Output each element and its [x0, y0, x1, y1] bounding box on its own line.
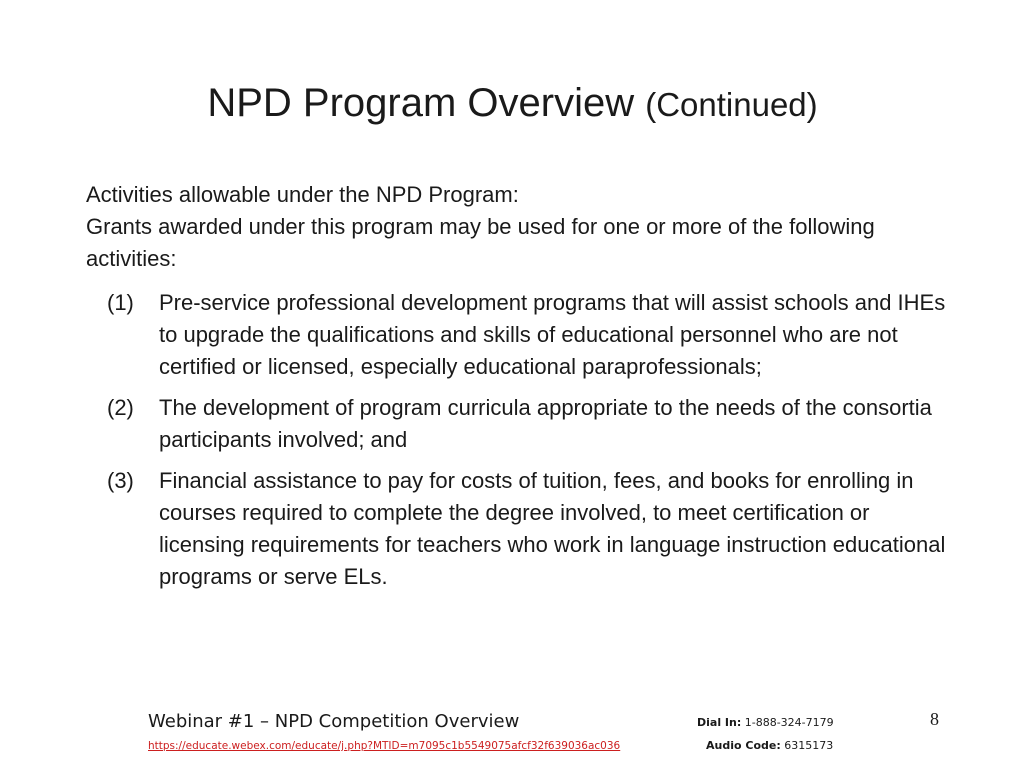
audio-code-info: [706, 739, 833, 753]
activity-text: Financial assistance to pay for costs of tuition, fees, and books for enrolling in courses required to complete the degree involved, to meet certification or licensing requirements for teachers who work in language instruction educational programs or serve ELs.: [159, 468, 946, 589]
activity-text: Pre-service professional development programs that will assist schools and IHEs to upgrade the qualifications and skills of educational personnel who are not certified or licensed, especially educational paraprofessionals;: [159, 290, 946, 379]
audio-code-label: Audio Code:: [706, 739, 781, 752]
slide-title-main: NPD Program Overview: [207, 81, 635, 125]
audio-code-value: 6315173: [784, 739, 834, 752]
activity-item-2: [107, 392, 947, 456]
slide-title-continued: (Continued): [645, 86, 818, 123]
webinar-title: Webinar #1 – NPD Competition Overview: [148, 711, 520, 732]
intro-line-1: Activities allowable under the NPD Program:: [86, 182, 519, 207]
activity-number: (2): [107, 395, 134, 420]
activity-number: (3): [107, 468, 134, 493]
slide-number: 8: [930, 709, 939, 729]
activity-number: (1): [107, 290, 134, 315]
webex-link[interactable]: https://educate.webex.com/educate/j.php?MTID=m7095c1b5549075afcf32f639036ac036: [148, 740, 621, 752]
activity-item-3: [107, 465, 947, 593]
activity-text: The development of program curricula appropriate to the needs of the consortia participants involved; and: [159, 395, 932, 452]
intro-text: [86, 179, 946, 275]
slide-title: [0, 78, 1025, 130]
dial-in-number: 1-888-324-7179: [744, 716, 834, 729]
activity-item-1: [107, 287, 947, 383]
intro-line-2: Grants awarded under this program may be used for one or more of the following activities:: [86, 214, 875, 271]
activities-list: [107, 287, 947, 602]
dial-in-label: Dial In:: [697, 716, 742, 729]
dial-in-info: [697, 716, 834, 730]
